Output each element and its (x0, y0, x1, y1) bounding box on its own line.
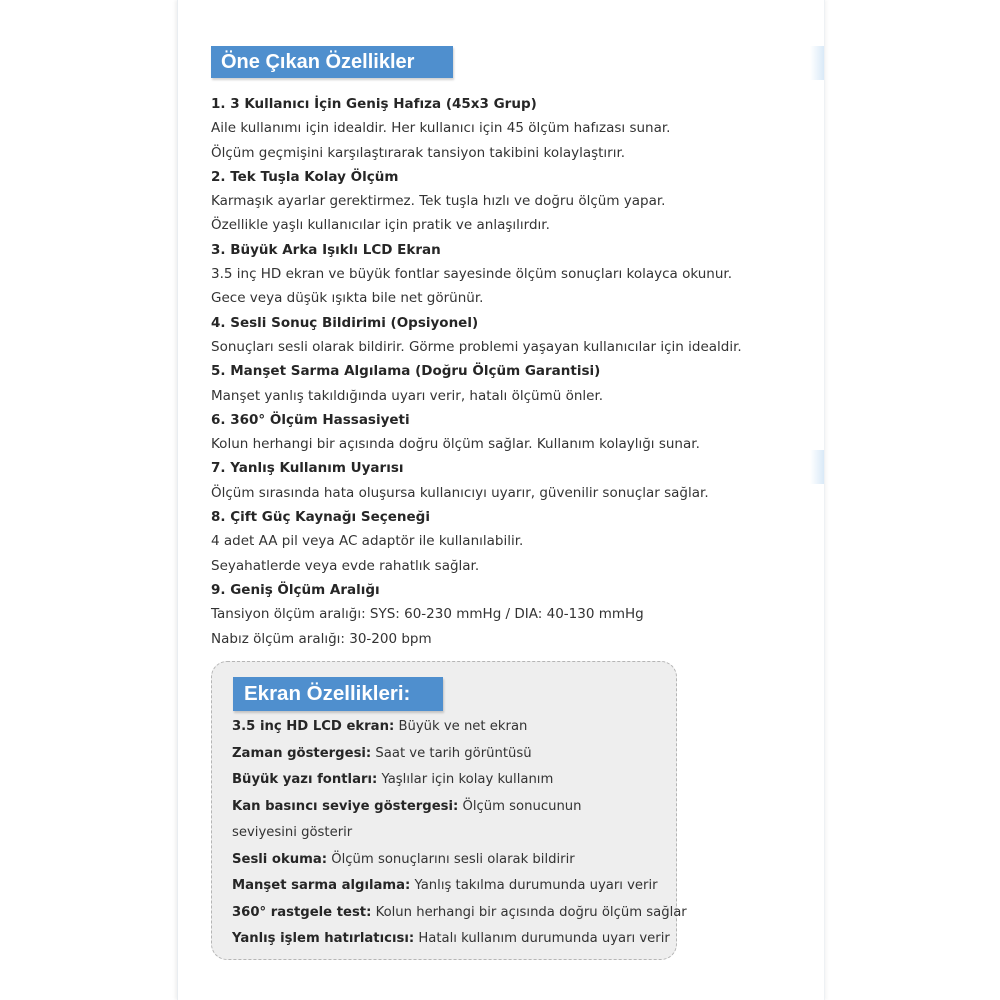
screen-feature-value: Büyük ve net ekran (394, 719, 528, 734)
screen-feature-row (232, 767, 672, 794)
screen-feature-row (232, 926, 672, 953)
screen-feature-key: Yanlış işlem hatırlatıcısı: (232, 931, 415, 946)
feature-title: 5. Manşet Sarma Algılama (Doğru Ölçüm Garantisi) (211, 363, 601, 380)
feature-description: Nabız ölçüm aralığı: 30-200 bpm (211, 630, 432, 647)
screen-feature-key: Kan basıncı seviye göstergesi: (232, 798, 459, 814)
feature-description: Ölçüm geçmişini karşılaştırarak tansiyon takibini kolaylaştırır. (211, 144, 626, 161)
feature-description: Ölçüm sırasında hata oluşursa kullanıcıyı uyarır, güvenilir sonuçlar sağlar. (211, 484, 709, 501)
screen-feature-value: Yaşlılar için kolay kullanım (377, 772, 554, 787)
feature-item (211, 92, 811, 165)
screen-feature-key: 3.5 inç HD LCD ekran: (232, 719, 395, 734)
feature-description: Seyahatlerde veya evde rahatlık sağlar. (211, 557, 480, 574)
screen-feature-row (232, 741, 672, 768)
feature-title: 2. Tek Tuşla Kolay Ölçüm (211, 168, 399, 185)
feature-title: 4. Sesli Sonuç Bildirimi (Opsiyonel) (211, 314, 479, 331)
feature-title: 1. 3 Kullanıcı İçin Geniş Hafıza (45x3 Grup) (211, 96, 537, 112)
screen-feature-key: Büyük yazı fontları: (232, 772, 378, 787)
screen-feature-row (232, 847, 672, 874)
screen-feature-row (232, 794, 672, 821)
screen-feature-continuation: seviyesini gösterir (232, 825, 353, 840)
feature-title: 7. Yanlış Kullanım Uyarısı (211, 460, 404, 477)
features-heading: Öne Çıkan Özellikler (211, 46, 453, 78)
feature-description: Sonuçları sesli olarak bildirir. Görme problemi yaşayan kullanıcılar için idealdir. (211, 338, 742, 355)
screen-feature-key: Zaman göstergesi: (232, 745, 372, 761)
feature-description: Özellikle yaşlı kullanıcılar için pratik ve anlaşılırdır. (211, 217, 550, 234)
feature-description: 4 adet AA pil veya AC adaptör ile kullanılabilir. (211, 533, 524, 550)
feature-item (211, 408, 811, 457)
feature-description: Kolun herhangi bir açısında doğru ölçüm sağlar. Kullanım kolaylığı sunar. (211, 436, 700, 453)
screen-feature-row (232, 873, 672, 900)
screen-feature-value: Ölçüm sonuçlarını sesli olarak bildirir (327, 851, 575, 867)
feature-item (211, 456, 811, 505)
feature-description: Manşet yanlış takıldığında uyarı verir, hatalı ölçümü önler. (211, 387, 604, 404)
feature-description: 3.5 inç HD ekran ve büyük fontlar sayesinde ölçüm sonuçları kolayca okunur. (211, 266, 733, 283)
feature-item (211, 359, 811, 408)
screen-features-heading: Ekran Özellikleri: (233, 677, 443, 711)
feature-item (211, 505, 811, 578)
screen-feature-value: Kolun herhangi bir açısında doğru ölçüm sağlar (371, 904, 687, 920)
document-page (177, 0, 825, 1000)
features-list (211, 92, 811, 651)
screen-features-box (211, 661, 687, 960)
screen-feature-value: Hatalı kullanım durumunda uyarı verir (414, 931, 670, 946)
screen-features-list (232, 714, 687, 953)
feature-item (211, 578, 811, 651)
screen-feature-key: Manşet sarma algılama: (232, 878, 411, 893)
feature-description: Karmaşık ayarlar gerektirmez. Tek tuşla hızlı ve doğru ölçüm yapar. (211, 193, 666, 210)
feature-description: Gece veya düşük ışıkta bile net görünür. (211, 290, 484, 307)
screen-feature-value: Ölçüm sonucunun (458, 798, 582, 814)
edge-highlight (810, 46, 824, 80)
feature-item (211, 238, 811, 311)
screen-feature-value: Yanlış takılma durumunda uyarı verir (410, 878, 658, 893)
screen-feature-key: 360° rastgele test: (232, 904, 372, 920)
feature-item (211, 311, 811, 360)
feature-title: 9. Geniş Ölçüm Aralığı (211, 581, 380, 598)
feature-title: 6. 360° Ölçüm Hassasiyeti (211, 411, 410, 428)
feature-title: 3. Büyük Arka Işıklı LCD Ekran (211, 241, 441, 258)
screen-feature-key: Sesli okuma: (232, 851, 328, 867)
feature-item (211, 165, 811, 238)
edge-highlight (810, 450, 824, 484)
screen-feature-row (232, 714, 672, 741)
feature-title: 8. Çift Güç Kaynağı Seçeneği (211, 509, 430, 526)
screen-feature-value: Saat ve tarih görüntüsü (371, 745, 532, 761)
feature-description: Aile kullanımı için idealdir. Her kullanıcı için 45 ölçüm hafızası sunar. (211, 120, 671, 137)
screen-feature-row (232, 900, 687, 927)
feature-description: Tansiyon ölçüm aralığı: SYS: 60-230 mmHg / DIA: 40-130 mmHg (211, 606, 644, 623)
